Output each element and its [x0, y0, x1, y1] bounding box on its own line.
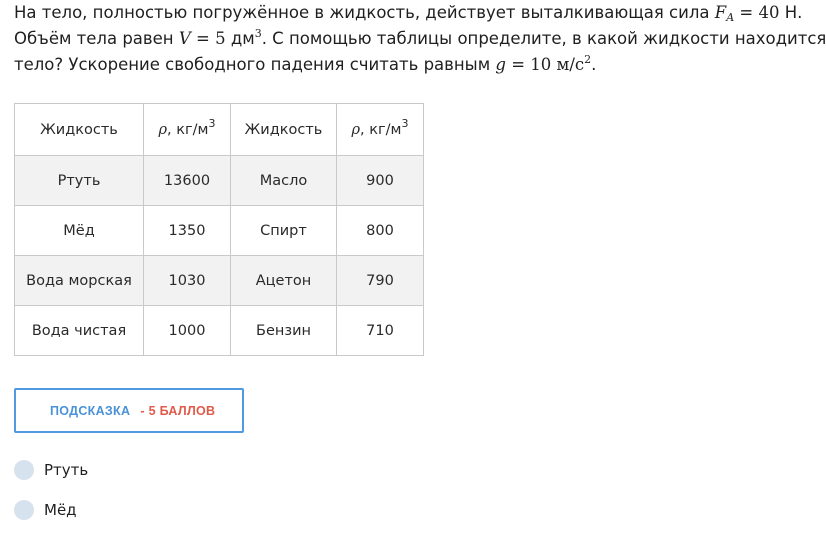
problem-line-1: [14, 0, 803, 26]
cell-density: 800: [337, 206, 424, 256]
header-density-2: [337, 104, 424, 156]
cell-liquid: Мёд: [15, 206, 144, 256]
g-value: = 10: [505, 55, 552, 74]
cell-density: 1000: [144, 306, 231, 356]
header-liquid-2: Жидкость: [231, 104, 337, 156]
problem-line-2: [14, 26, 826, 52]
cell-liquid: Бензин: [231, 306, 337, 356]
table-row: [15, 306, 424, 356]
cell-density: 1350: [144, 206, 231, 256]
table-row: [15, 206, 424, 256]
problem-text-2: Объём тела равен: [14, 29, 179, 48]
density-table: [14, 103, 424, 356]
g-exponent: 2: [584, 53, 592, 66]
problem-line-3: [14, 52, 743, 78]
hint-button[interactable]: [14, 388, 244, 433]
cell-liquid: Масло: [231, 156, 337, 206]
hint-label: ПОДСКАЗКА: [50, 403, 131, 418]
radio-button[interactable]: [14, 460, 34, 480]
g-symbol: g: [495, 55, 506, 74]
density-unit-exp: 3: [208, 116, 216, 130]
volume-symbol: V: [178, 29, 191, 48]
cell-liquid: Ртуть: [15, 156, 144, 206]
header-liquid-1: Жидкость: [15, 104, 144, 156]
problem-statement: [14, 0, 826, 78]
volume-unit: дм: [225, 29, 255, 48]
hint-cost: - 5 БАЛЛОВ: [140, 403, 216, 418]
cell-density: 790: [337, 256, 424, 306]
table-header-row: [15, 104, 424, 156]
cell-density: 13600: [144, 156, 231, 206]
answer-option-honey[interactable]: [14, 500, 77, 520]
g-unit: м/с: [551, 55, 585, 74]
problem-text-1: На тело, полностью погружённое в жидкость, действует выталкивающая сила: [14, 3, 715, 22]
cell-liquid: Ацетон: [231, 256, 337, 306]
force-subscript: A: [726, 11, 735, 24]
volume-value: = 5: [190, 29, 226, 48]
header-density-1: [144, 104, 231, 156]
force-symbol: F: [714, 3, 727, 22]
answer-option-label: Мёд: [44, 501, 77, 519]
answer-option-label: Ртуть: [44, 461, 89, 479]
force-unit: Н.: [779, 3, 803, 22]
problem-text-3: тело? Ускорение свободного падения считать равным: [14, 55, 496, 74]
density-unit: , кг/м: [167, 121, 209, 138]
cell-liquid: Вода чистая: [15, 306, 144, 356]
cell-liquid: Вода морская: [15, 256, 144, 306]
cell-liquid: Спирт: [231, 206, 337, 256]
cell-density: 710: [337, 306, 424, 356]
problem-text-3-end: .: [591, 55, 597, 74]
rho-symbol: ρ: [351, 121, 361, 138]
radio-button[interactable]: [14, 500, 34, 520]
density-unit-exp: 3: [401, 116, 409, 130]
cell-density: 900: [337, 156, 424, 206]
density-unit: , кг/м: [360, 121, 402, 138]
force-value: = 40: [734, 3, 780, 22]
table-row: [15, 156, 424, 206]
answer-option-mercury[interactable]: [14, 460, 88, 480]
problem-text-2-rest: . С помощью таблицы определите, в какой жидкости находится: [261, 29, 826, 48]
table-row: [15, 256, 424, 306]
volume-exponent: 3: [254, 27, 262, 40]
cell-density: 1030: [144, 256, 231, 306]
rho-symbol: ρ: [158, 121, 168, 138]
